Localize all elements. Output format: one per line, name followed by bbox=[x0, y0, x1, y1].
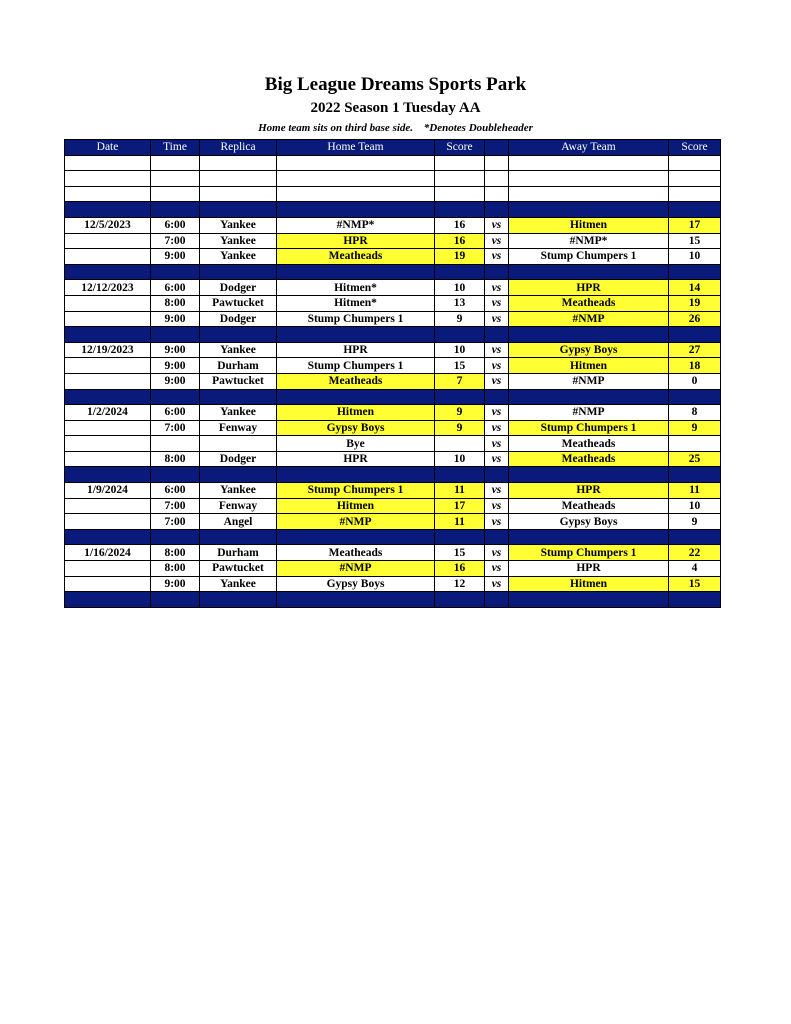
game-date bbox=[65, 498, 151, 514]
game-row bbox=[65, 233, 721, 249]
game-time bbox=[151, 436, 200, 452]
week-separator-row bbox=[65, 264, 721, 280]
game-replica: Fenway bbox=[200, 420, 277, 436]
away-score: 25 bbox=[669, 451, 721, 467]
game-date bbox=[65, 451, 151, 467]
home-score: 16 bbox=[435, 217, 485, 233]
game-row bbox=[65, 545, 721, 561]
home-team: Bye bbox=[277, 436, 435, 452]
home-team: Meatheads bbox=[277, 545, 435, 561]
home-score: 16 bbox=[435, 561, 485, 577]
away-team: Hitmen bbox=[509, 217, 669, 233]
away-score: 0 bbox=[669, 373, 721, 389]
game-date: 1/16/2024 bbox=[65, 545, 151, 561]
game-time: 9:00 bbox=[151, 576, 200, 592]
home-team-note: Home team sits on third base side. bbox=[258, 122, 414, 134]
away-team: Meatheads bbox=[509, 451, 669, 467]
game-replica: Dodger bbox=[200, 311, 277, 327]
home-score: 15 bbox=[435, 545, 485, 561]
away-score: 11 bbox=[669, 483, 721, 499]
game-replica: Dodger bbox=[200, 280, 277, 296]
home-team: Stump Chumpers 1 bbox=[277, 311, 435, 327]
game-date bbox=[65, 373, 151, 389]
away-score: 22 bbox=[669, 545, 721, 561]
vs-label: vs bbox=[485, 420, 509, 436]
game-time: 7:00 bbox=[151, 514, 200, 530]
home-team: HPR bbox=[277, 342, 435, 358]
col-home-team: Home Team bbox=[277, 140, 435, 156]
vs-label: vs bbox=[485, 405, 509, 421]
week-separator-row bbox=[65, 202, 721, 218]
blank-row bbox=[65, 186, 721, 202]
game-replica: Durham bbox=[200, 545, 277, 561]
game-replica: Pawtucket bbox=[200, 373, 277, 389]
col-away-team: Away Team bbox=[509, 140, 669, 156]
home-score: 7 bbox=[435, 373, 485, 389]
game-replica: Pawtucket bbox=[200, 561, 277, 577]
home-team: #NMP bbox=[277, 561, 435, 577]
away-team: Stump Chumpers 1 bbox=[509, 420, 669, 436]
away-score: 15 bbox=[669, 233, 721, 249]
away-team: HPR bbox=[509, 280, 669, 296]
game-time: 8:00 bbox=[151, 561, 200, 577]
game-date bbox=[65, 311, 151, 327]
week-separator-row bbox=[65, 529, 721, 545]
week-separator-row bbox=[65, 327, 721, 343]
game-date bbox=[65, 249, 151, 265]
game-date bbox=[65, 295, 151, 311]
home-team: #NMP bbox=[277, 514, 435, 530]
home-score: 9 bbox=[435, 311, 485, 327]
away-score: 10 bbox=[669, 249, 721, 265]
game-time: 8:00 bbox=[151, 295, 200, 311]
schedule-table bbox=[64, 139, 721, 608]
home-score: 17 bbox=[435, 498, 485, 514]
home-score: 12 bbox=[435, 576, 485, 592]
away-score: 14 bbox=[669, 280, 721, 296]
game-replica: Yankee bbox=[200, 342, 277, 358]
week-separator-row bbox=[65, 389, 721, 405]
game-replica: Fenway bbox=[200, 498, 277, 514]
game-time: 9:00 bbox=[151, 342, 200, 358]
vs-label: vs bbox=[485, 498, 509, 514]
game-row bbox=[65, 420, 721, 436]
game-replica: Pawtucket bbox=[200, 295, 277, 311]
away-team: Meatheads bbox=[509, 295, 669, 311]
game-row bbox=[65, 342, 721, 358]
page-title: Big League Dreams Sports Park bbox=[264, 74, 527, 95]
col-away-score: Score bbox=[669, 140, 721, 156]
home-score: 11 bbox=[435, 514, 485, 530]
away-team: Stump Chumpers 1 bbox=[509, 545, 669, 561]
game-replica: Dodger bbox=[200, 451, 277, 467]
game-time: 6:00 bbox=[151, 405, 200, 421]
game-row bbox=[65, 498, 721, 514]
away-score: 27 bbox=[669, 342, 721, 358]
page-subtitle: 2022 Season 1 Tuesday AA bbox=[310, 100, 481, 116]
game-row bbox=[65, 405, 721, 421]
game-replica: Yankee bbox=[200, 576, 277, 592]
col-time: Time bbox=[151, 140, 200, 156]
vs-label: vs bbox=[485, 483, 509, 499]
home-team: HPR bbox=[277, 451, 435, 467]
game-date bbox=[65, 561, 151, 577]
game-date: 12/12/2023 bbox=[65, 280, 151, 296]
col-date: Date bbox=[65, 140, 151, 156]
game-time: 6:00 bbox=[151, 217, 200, 233]
home-score: 15 bbox=[435, 358, 485, 374]
vs-label: vs bbox=[485, 451, 509, 467]
away-team: #NMP bbox=[509, 405, 669, 421]
game-row bbox=[65, 451, 721, 467]
home-team: Meatheads bbox=[277, 373, 435, 389]
away-score: 26 bbox=[669, 311, 721, 327]
game-replica: Yankee bbox=[200, 249, 277, 265]
away-team: HPR bbox=[509, 483, 669, 499]
game-time: 9:00 bbox=[151, 373, 200, 389]
game-date: 12/19/2023 bbox=[65, 342, 151, 358]
vs-label: vs bbox=[485, 249, 509, 265]
away-score: 15 bbox=[669, 576, 721, 592]
vs-label: vs bbox=[485, 233, 509, 249]
vs-label: vs bbox=[485, 514, 509, 530]
header-row bbox=[65, 140, 721, 156]
home-score: 11 bbox=[435, 483, 485, 499]
game-row bbox=[65, 217, 721, 233]
game-time: 9:00 bbox=[151, 358, 200, 374]
home-score: 13 bbox=[435, 295, 485, 311]
home-team: Hitmen bbox=[277, 405, 435, 421]
game-row bbox=[65, 576, 721, 592]
away-team: HPR bbox=[509, 561, 669, 577]
vs-label: vs bbox=[485, 295, 509, 311]
away-team: Hitmen bbox=[509, 358, 669, 374]
away-score: 9 bbox=[669, 420, 721, 436]
home-team: Hitmen* bbox=[277, 295, 435, 311]
home-team: Meatheads bbox=[277, 249, 435, 265]
vs-label: vs bbox=[485, 342, 509, 358]
game-replica: Yankee bbox=[200, 217, 277, 233]
home-team: Stump Chumpers 1 bbox=[277, 358, 435, 374]
game-time: 7:00 bbox=[151, 420, 200, 436]
blank-row bbox=[65, 155, 721, 171]
away-team: #NMP bbox=[509, 311, 669, 327]
home-team: Stump Chumpers 1 bbox=[277, 483, 435, 499]
home-team: HPR bbox=[277, 233, 435, 249]
game-date: 1/9/2024 bbox=[65, 483, 151, 499]
vs-label: vs bbox=[485, 280, 509, 296]
away-team: Hitmen bbox=[509, 576, 669, 592]
game-time: 7:00 bbox=[151, 233, 200, 249]
away-team: Meatheads bbox=[509, 436, 669, 452]
game-date: 1/2/2024 bbox=[65, 405, 151, 421]
game-replica bbox=[200, 436, 277, 452]
game-row bbox=[65, 373, 721, 389]
doubleheader-note: *Denotes Doubleheader bbox=[423, 122, 533, 134]
away-score: 10 bbox=[669, 498, 721, 514]
game-replica: Yankee bbox=[200, 405, 277, 421]
game-replica: Durham bbox=[200, 358, 277, 374]
away-score: 8 bbox=[669, 405, 721, 421]
vs-label: vs bbox=[485, 545, 509, 561]
game-date: 12/5/2023 bbox=[65, 217, 151, 233]
vs-label: vs bbox=[485, 373, 509, 389]
home-score: 10 bbox=[435, 451, 485, 467]
game-row bbox=[65, 249, 721, 265]
home-score: 9 bbox=[435, 420, 485, 436]
home-score: 10 bbox=[435, 342, 485, 358]
home-score: 10 bbox=[435, 280, 485, 296]
game-row bbox=[65, 483, 721, 499]
game-time: 7:00 bbox=[151, 498, 200, 514]
game-row bbox=[65, 311, 721, 327]
vs-label: vs bbox=[485, 358, 509, 374]
away-score: 18 bbox=[669, 358, 721, 374]
home-team: Hitmen* bbox=[277, 280, 435, 296]
away-team: #NMP* bbox=[509, 233, 669, 249]
game-time: 6:00 bbox=[151, 483, 200, 499]
game-row bbox=[65, 561, 721, 577]
vs-label: vs bbox=[485, 576, 509, 592]
home-team: Gypsy Boys bbox=[277, 420, 435, 436]
game-row bbox=[65, 295, 721, 311]
home-score: 16 bbox=[435, 233, 485, 249]
vs-label: vs bbox=[485, 561, 509, 577]
game-date bbox=[65, 358, 151, 374]
game-replica: Yankee bbox=[200, 233, 277, 249]
away-team: Gypsy Boys bbox=[509, 514, 669, 530]
game-replica: Angel bbox=[200, 514, 277, 530]
game-time: 8:00 bbox=[151, 451, 200, 467]
game-replica: Yankee bbox=[200, 483, 277, 499]
away-score bbox=[669, 436, 721, 452]
game-row bbox=[65, 436, 721, 452]
game-date bbox=[65, 233, 151, 249]
away-score: 9 bbox=[669, 514, 721, 530]
home-team: Gypsy Boys bbox=[277, 576, 435, 592]
away-score: 17 bbox=[669, 217, 721, 233]
vs-label: vs bbox=[485, 217, 509, 233]
game-time: 9:00 bbox=[151, 311, 200, 327]
week-separator-row bbox=[65, 592, 721, 608]
away-team: Stump Chumpers 1 bbox=[509, 249, 669, 265]
blank-row bbox=[65, 171, 721, 187]
away-team: Meatheads bbox=[509, 498, 669, 514]
game-time: 6:00 bbox=[151, 280, 200, 296]
home-score bbox=[435, 436, 485, 452]
col-replica: Replica bbox=[200, 140, 277, 156]
game-row bbox=[65, 514, 721, 530]
week-separator-row bbox=[65, 467, 721, 483]
vs-label: vs bbox=[485, 311, 509, 327]
away-team: Gypsy Boys bbox=[509, 342, 669, 358]
game-row bbox=[65, 358, 721, 374]
game-time: 8:00 bbox=[151, 545, 200, 561]
away-score: 4 bbox=[669, 561, 721, 577]
col-home-score: Score bbox=[435, 140, 485, 156]
schedule-note bbox=[0, 122, 791, 134]
game-date bbox=[65, 514, 151, 530]
game-row bbox=[65, 280, 721, 296]
game-date bbox=[65, 436, 151, 452]
game-time: 9:00 bbox=[151, 249, 200, 265]
home-score: 19 bbox=[435, 249, 485, 265]
vs-label: vs bbox=[485, 436, 509, 452]
home-team: #NMP* bbox=[277, 217, 435, 233]
game-date bbox=[65, 420, 151, 436]
home-team: Hitmen bbox=[277, 498, 435, 514]
game-date bbox=[65, 576, 151, 592]
home-score: 9 bbox=[435, 405, 485, 421]
away-score: 19 bbox=[669, 295, 721, 311]
away-team: #NMP bbox=[509, 373, 669, 389]
col-vs bbox=[485, 140, 509, 156]
